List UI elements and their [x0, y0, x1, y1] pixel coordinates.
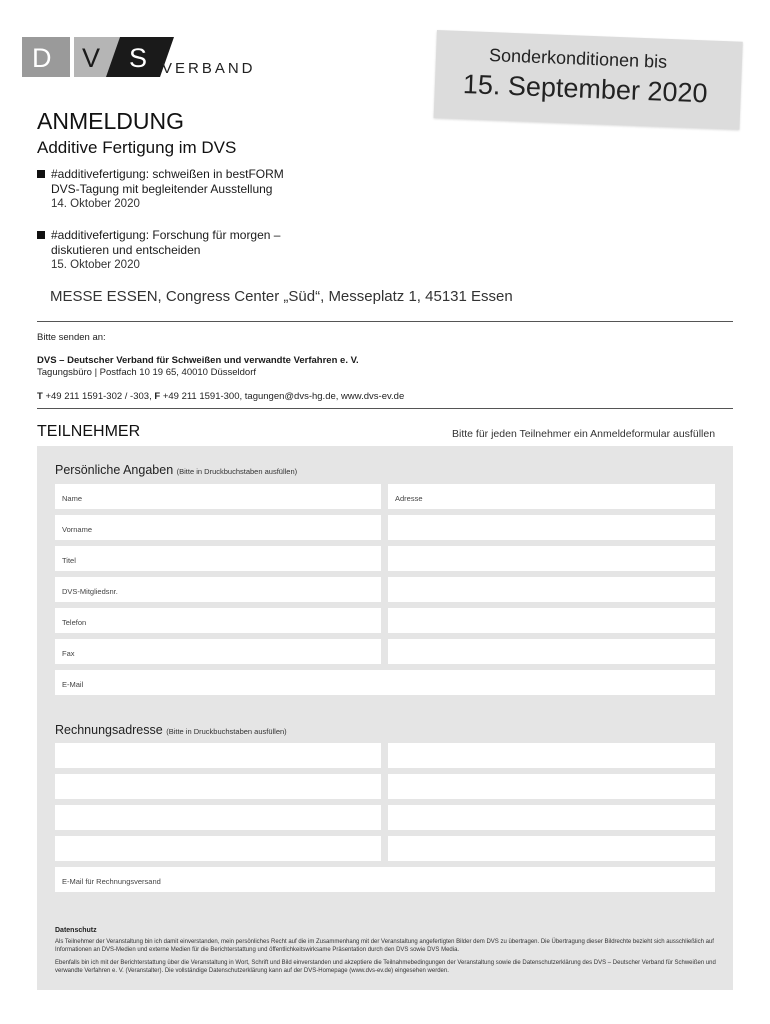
- promo-card: [434, 30, 743, 130]
- privacy-paragraph: Als Teilnehmer der Veranstaltung bin ich damit einverstanden, mein persönliches Recht auf die im Zusammenhang mit der Veranstaltung angefertigten Bilder dem DVS zu übertragen. Die Übertragung dieser Bildrechte bezieht sich ausschließlich auf Informationen an DVS-Medien und externe Medien für die Berichterstattung und öffentlichkeitswirksame Präsentation durch den DVS sowie DVS Media.: [55, 939, 714, 953]
- address-field-line[interactable]: [388, 577, 715, 602]
- field-label: DVS-Mitgliedsnr.: [62, 587, 118, 596]
- event-item: [37, 167, 284, 212]
- phone-label: T: [37, 391, 43, 402]
- event-title-line: #additivefertigung: Forschung für morgen –: [51, 228, 281, 242]
- fax-field[interactable]: [55, 639, 381, 664]
- billing-email-field[interactable]: [55, 867, 715, 892]
- bullet-icon: [37, 231, 45, 239]
- field-label: Fax: [62, 649, 75, 658]
- svg-text:D: D: [32, 43, 52, 73]
- organization-address: Tagungsbüro | Postfach 10 19 65, 40010 Düsseldorf: [37, 367, 257, 378]
- field-label: Name: [62, 494, 83, 503]
- page-title: ANMELDUNG: [37, 108, 184, 134]
- phone-field[interactable]: [55, 608, 381, 633]
- address-field-line[interactable]: [388, 546, 715, 571]
- name-field[interactable]: [55, 484, 381, 509]
- divider: [37, 408, 733, 409]
- fax-email-web: +49 211 1591-300, tagungen@dvs-hg.de, www.dvs-ev.de: [162, 391, 405, 402]
- svg-text:V: V: [82, 43, 101, 73]
- logo-wordmark: VERBAND: [162, 60, 256, 77]
- section-title-personal: [55, 463, 297, 477]
- teilnehmer-note: Bitte für jeden Teilnehmer ein Anmeldeformular ausfüllen: [452, 428, 716, 440]
- titel-field[interactable]: [55, 546, 381, 571]
- divider: [37, 321, 733, 322]
- address-field-line[interactable]: [388, 608, 715, 633]
- field-label: Adresse: [395, 494, 423, 503]
- event-date: 14. Oktober 2020: [51, 198, 140, 210]
- billing-field[interactable]: [388, 805, 715, 830]
- billing-field[interactable]: [55, 774, 381, 799]
- privacy-title: Datenschutz: [55, 927, 97, 934]
- send-to-label: Bitte senden an:: [37, 332, 106, 343]
- venue: MESSE ESSEN, Congress Center „Süd“, Messeplatz 1, 45131 Essen: [50, 288, 513, 305]
- billing-field[interactable]: [388, 836, 715, 861]
- organization-name: DVS – Deutscher Verband für Schweißen und verwandte Verfahren e. V.: [37, 355, 359, 366]
- event-title-line: DVS-Tagung mit begleitender Ausstellung: [51, 182, 273, 196]
- phone-number: +49 211 1591-302 / -303,: [45, 391, 152, 402]
- section-title-billing: [55, 723, 287, 737]
- email-field[interactable]: [55, 670, 715, 695]
- contact-line: [37, 391, 404, 402]
- billing-field[interactable]: [55, 836, 381, 861]
- event-title-line: #additivefertigung: schweißen in bestFORM: [51, 167, 284, 181]
- vorname-field[interactable]: [55, 515, 381, 540]
- billing-field[interactable]: [55, 805, 381, 830]
- personal-title: Persönliche Angaben: [55, 463, 174, 477]
- promo-date: 15. September 2020: [462, 69, 709, 109]
- field-label: E-Mail: [62, 680, 84, 689]
- address-field-line[interactable]: [388, 515, 715, 540]
- member-number-field[interactable]: [55, 577, 381, 602]
- address-field[interactable]: [388, 484, 715, 509]
- billing-field[interactable]: [55, 743, 381, 768]
- field-label: Titel: [62, 556, 76, 565]
- page-subtitle: Additive Fertigung im DVS: [37, 138, 237, 157]
- billing-hint: (Bitte in Druckbuchstaben ausfüllen): [166, 727, 287, 736]
- billing-field[interactable]: [388, 774, 715, 799]
- section-title-teilnehmer: TEILNEHMER: [37, 423, 141, 440]
- billing-title: Rechnungsadresse: [55, 723, 163, 737]
- fax-label: F: [154, 391, 161, 402]
- promo-line-1: Sonderkonditionen bis: [488, 45, 668, 72]
- field-label: Vorname: [62, 525, 93, 534]
- field-label: Telefon: [62, 618, 87, 627]
- event-title-line: diskutieren und entscheiden: [51, 243, 201, 257]
- event-date: 15. Oktober 2020: [51, 259, 140, 271]
- address-field-line[interactable]: [388, 639, 715, 664]
- billing-field[interactable]: [388, 743, 715, 768]
- svg-text:S: S: [129, 43, 148, 73]
- event-item: [37, 228, 280, 273]
- privacy-paragraph: Ebenfalls bin ich mit der Berichterstattung über die Veranstaltung in Wort, Schrift und Bild einverstanden und akzeptiere die Teilnahmebedingungen der Veranstaltung sowie die Datenschutzerklärung des DVS – Deutscher Verband für Schweißen und verwandte Verfahren e. V. (Veranstalter). Die vollständige Datenschutzerklärung kann auf der DVS-Homepage (www.dvs-ev.de) eingesehen werden.: [55, 960, 716, 974]
- bullet-icon: [37, 170, 45, 178]
- field-label: E-Mail für Rechnungsversand: [62, 877, 161, 886]
- personal-hint: (Bitte in Druckbuchstaben ausfüllen): [176, 467, 298, 476]
- form-panel: [37, 446, 733, 990]
